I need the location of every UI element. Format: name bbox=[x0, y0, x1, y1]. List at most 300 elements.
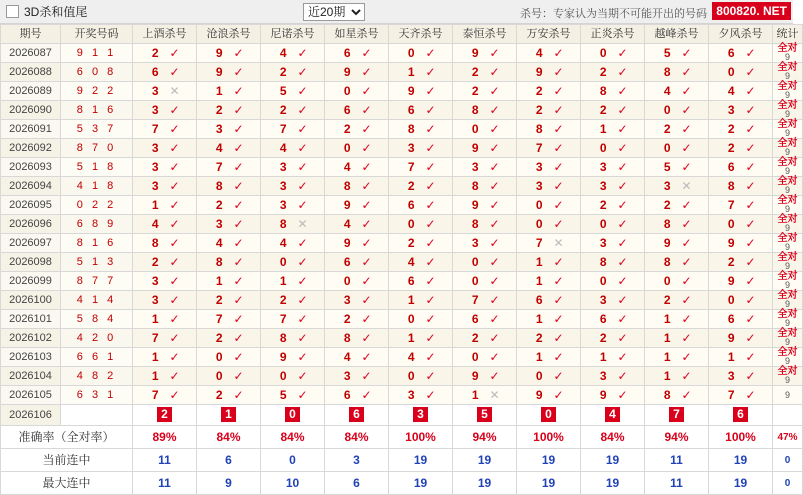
summary-value-5: 19 bbox=[453, 449, 517, 472]
stat-count: 9 bbox=[784, 185, 790, 195]
period-cell: 2026087 bbox=[1, 44, 61, 63]
kill-number-cell-7 bbox=[581, 291, 645, 310]
summary-value-6: 100% bbox=[517, 426, 581, 449]
kill-value: 1 bbox=[535, 312, 543, 326]
stat-count: 9 bbox=[784, 356, 790, 366]
check-icon: ✓ bbox=[489, 179, 500, 193]
period-cell: 2026090 bbox=[1, 101, 61, 120]
stat-all-correct: 全对 bbox=[777, 100, 798, 111]
kill-number-cell-7 bbox=[581, 44, 645, 63]
kill-value: 3 bbox=[279, 198, 287, 212]
kill-value: 7 bbox=[535, 141, 543, 155]
current-kill-value: 5 bbox=[477, 407, 492, 422]
select-all-checkbox[interactable] bbox=[6, 5, 19, 18]
summary-value-2: 10 bbox=[261, 472, 325, 495]
kill-value: 3 bbox=[727, 103, 735, 117]
column-header-10: 越峰杀号 bbox=[645, 25, 709, 44]
kill-value: 3 bbox=[279, 160, 287, 174]
check-icon: ✓ bbox=[681, 255, 692, 269]
period-cell: 2026104 bbox=[1, 367, 61, 386]
check-icon: ✓ bbox=[233, 198, 244, 212]
kill-number-cell-2 bbox=[261, 367, 325, 386]
kill-number-cell-0 bbox=[133, 82, 197, 101]
kill-number-cell-0 bbox=[133, 291, 197, 310]
kill-value: 1 bbox=[279, 274, 287, 288]
kill-value: 1 bbox=[215, 84, 223, 98]
kill-value: 6 bbox=[343, 388, 351, 402]
kill-value: 3 bbox=[151, 141, 159, 155]
column-header-11: 夕风杀号 bbox=[709, 25, 773, 44]
check-icon: ✓ bbox=[169, 46, 180, 60]
kill-value: 3 bbox=[215, 217, 223, 231]
stat-count: 9 bbox=[784, 375, 790, 385]
kill-number-cell-6 bbox=[517, 329, 581, 348]
check-icon: ✓ bbox=[297, 255, 308, 269]
kill-value: 0 bbox=[343, 141, 351, 155]
kill-value: 1 bbox=[663, 312, 671, 326]
table-row bbox=[1, 234, 803, 253]
kill-value: 2 bbox=[535, 84, 543, 98]
kill-number-cell-0 bbox=[133, 196, 197, 215]
kill-value: 8 bbox=[215, 179, 223, 193]
check-icon: ✓ bbox=[553, 122, 564, 136]
column-header-7: 泰恒杀号 bbox=[453, 25, 517, 44]
kill-value: 8 bbox=[279, 331, 287, 345]
kill-number-cell-9 bbox=[709, 253, 773, 272]
column-header-4: 尼诺杀号 bbox=[261, 25, 325, 44]
stat-all-correct: 全对 bbox=[777, 119, 798, 130]
kill-value: 2 bbox=[599, 198, 607, 212]
kill-number-cell-7 bbox=[581, 215, 645, 234]
summary-value-9: 100% bbox=[709, 426, 773, 449]
table-row bbox=[1, 253, 803, 272]
check-icon: ✓ bbox=[169, 217, 180, 231]
check-icon: ✓ bbox=[233, 103, 244, 117]
summary-value-2: 0 bbox=[261, 449, 325, 472]
check-icon: ✓ bbox=[681, 46, 692, 60]
kill-value: 2 bbox=[215, 331, 223, 345]
summary-value-0: 89% bbox=[133, 426, 197, 449]
kill-value: 2 bbox=[407, 179, 415, 193]
kill-value: 8 bbox=[151, 236, 159, 250]
kill-number-cell-9 bbox=[709, 234, 773, 253]
kill-number-cell-2 bbox=[261, 234, 325, 253]
table-row bbox=[1, 367, 803, 386]
kill-number-cell-2 bbox=[261, 196, 325, 215]
kill-number-cell-0 bbox=[133, 310, 197, 329]
kill-number-cell-5 bbox=[453, 348, 517, 367]
kill-value: 6 bbox=[343, 46, 351, 60]
check-icon: ✓ bbox=[553, 103, 564, 117]
kill-value: 8 bbox=[663, 65, 671, 79]
kill-value: 5 bbox=[279, 388, 287, 402]
kill-value: 6 bbox=[599, 312, 607, 326]
period-cell: 2026100 bbox=[1, 291, 61, 310]
kill-value: 3 bbox=[151, 274, 159, 288]
kill-value: 1 bbox=[471, 388, 479, 402]
kill-value: 7 bbox=[407, 160, 415, 174]
kill-value: 4 bbox=[343, 217, 351, 231]
kill-number-cell-1 bbox=[197, 196, 261, 215]
check-icon: ✓ bbox=[297, 350, 308, 364]
period-range-select[interactable] bbox=[303, 3, 365, 21]
kill-value: 9 bbox=[471, 141, 479, 155]
kill-value: 1 bbox=[407, 65, 415, 79]
kill-value: 6 bbox=[343, 103, 351, 117]
kill-number-cell-5 bbox=[453, 158, 517, 177]
check-icon: ✓ bbox=[745, 179, 756, 193]
kill-number-cell-6 bbox=[517, 253, 581, 272]
kill-value: 6 bbox=[535, 293, 543, 307]
kill-value: 6 bbox=[151, 65, 159, 79]
table-row bbox=[1, 139, 803, 158]
check-icon: ✓ bbox=[489, 350, 500, 364]
kill-value: 9 bbox=[471, 46, 479, 60]
kill-number-cell-7 bbox=[581, 177, 645, 196]
kill-value: 1 bbox=[151, 369, 159, 383]
kill-value: 3 bbox=[535, 179, 543, 193]
kill-number-cell-6 bbox=[517, 215, 581, 234]
kill-value: 8 bbox=[535, 122, 543, 136]
column-header-6: 天齐杀号 bbox=[389, 25, 453, 44]
current-kill-cell-0 bbox=[133, 405, 197, 426]
check-icon: ✓ bbox=[617, 141, 628, 155]
check-icon: ✓ bbox=[489, 255, 500, 269]
period-cell: 2026105 bbox=[1, 386, 61, 405]
summary-value-1: 9 bbox=[197, 472, 261, 495]
row-stat-cell bbox=[773, 215, 803, 234]
kill-number-cell-3 bbox=[325, 348, 389, 367]
kill-value: 9 bbox=[407, 84, 415, 98]
current-kill-cell-6 bbox=[517, 405, 581, 426]
kill-number-cell-0 bbox=[133, 44, 197, 63]
kill-number-cell-2 bbox=[261, 177, 325, 196]
draw-number-cell: 8 1 6 bbox=[61, 234, 133, 253]
kill-number-cell-3 bbox=[325, 253, 389, 272]
check-icon: ✓ bbox=[425, 274, 436, 288]
kill-number-cell-8 bbox=[645, 367, 709, 386]
check-icon: ✓ bbox=[681, 369, 692, 383]
kill-value: 3 bbox=[343, 369, 351, 383]
kill-number-cell-9 bbox=[709, 44, 773, 63]
kill-value: 3 bbox=[599, 160, 607, 174]
kill-number-cell-7 bbox=[581, 101, 645, 120]
check-icon: ✓ bbox=[361, 236, 372, 250]
kill-value: 9 bbox=[663, 236, 671, 250]
check-icon: ✓ bbox=[233, 236, 244, 250]
summary-total: 0 bbox=[773, 449, 803, 472]
kill-number-cell-1 bbox=[197, 272, 261, 291]
current-kill-value: 4 bbox=[605, 407, 620, 422]
check-icon: ✓ bbox=[297, 160, 308, 174]
check-icon: ✓ bbox=[361, 160, 372, 174]
summary-label: 准确率（全对率） bbox=[1, 426, 133, 449]
kill-number-cell-4 bbox=[389, 253, 453, 272]
summary-value-6: 19 bbox=[517, 449, 581, 472]
summary-value-2: 84% bbox=[261, 426, 325, 449]
check-icon: ✓ bbox=[169, 255, 180, 269]
check-icon: ✓ bbox=[489, 103, 500, 117]
check-icon: ✓ bbox=[361, 103, 372, 117]
kill-value: 2 bbox=[151, 255, 159, 269]
kill-value: 7 bbox=[215, 160, 223, 174]
kill-value: 9 bbox=[343, 65, 351, 79]
kill-number-cell-4 bbox=[389, 348, 453, 367]
check-icon: ✓ bbox=[361, 369, 372, 383]
kill-value: 3 bbox=[663, 179, 671, 193]
kill-number-cell-3 bbox=[325, 139, 389, 158]
kill-number-cell-9 bbox=[709, 139, 773, 158]
check-icon: ✓ bbox=[233, 179, 244, 193]
kill-value: 3 bbox=[599, 293, 607, 307]
kill-number-cell-2 bbox=[261, 63, 325, 82]
kill-number-cell-8 bbox=[645, 63, 709, 82]
kill-value: 9 bbox=[727, 236, 735, 250]
check-icon: ✓ bbox=[553, 255, 564, 269]
column-header-12: 统计 bbox=[773, 25, 803, 44]
draw-number-cell: 0 2 2 bbox=[61, 196, 133, 215]
summary-value-7: 19 bbox=[581, 449, 645, 472]
row-stat-cell bbox=[773, 101, 803, 120]
kill-value: 0 bbox=[215, 350, 223, 364]
kill-value: 2 bbox=[343, 312, 351, 326]
cross-icon: ✕ bbox=[489, 388, 500, 402]
table-row bbox=[1, 215, 803, 234]
kill-number-cell-2 bbox=[261, 310, 325, 329]
kill-number-cell-5 bbox=[453, 272, 517, 291]
stat-count: 9 bbox=[784, 261, 790, 271]
check-icon: ✓ bbox=[169, 274, 180, 288]
kill-value: 0 bbox=[599, 217, 607, 231]
kill-value: 4 bbox=[407, 255, 415, 269]
kill-value: 3 bbox=[471, 236, 479, 250]
check-icon: ✓ bbox=[745, 46, 756, 60]
notice-text: 杀号：专家认为当期不可能开出的号码 bbox=[520, 8, 707, 20]
kill-value: 1 bbox=[151, 198, 159, 212]
kill-value: 2 bbox=[599, 331, 607, 345]
kill-number-cell-2 bbox=[261, 101, 325, 120]
current-kill-value: 6 bbox=[349, 407, 364, 422]
kill-value: 0 bbox=[599, 141, 607, 155]
kill-number-cell-2 bbox=[261, 158, 325, 177]
check-icon: ✓ bbox=[553, 274, 564, 288]
check-icon: ✓ bbox=[425, 293, 436, 307]
kill-number-cell-8 bbox=[645, 177, 709, 196]
kill-number-cell-1 bbox=[197, 44, 261, 63]
kill-value: 1 bbox=[535, 274, 543, 288]
kill-value: 0 bbox=[727, 65, 735, 79]
kill-number-cell-7 bbox=[581, 386, 645, 405]
stat-count: 9 bbox=[784, 128, 790, 138]
kill-number-cell-5 bbox=[453, 329, 517, 348]
kill-number-cell-3 bbox=[325, 234, 389, 253]
kill-number-cell-5 bbox=[453, 63, 517, 82]
stat-count: 9 bbox=[784, 242, 790, 252]
kill-number-cell-2 bbox=[261, 386, 325, 405]
kill-number-cell-4 bbox=[389, 310, 453, 329]
check-icon: ✓ bbox=[297, 46, 308, 60]
check-icon: ✓ bbox=[681, 236, 692, 250]
kill-number-cell-6 bbox=[517, 234, 581, 253]
kill-number-cell-3 bbox=[325, 272, 389, 291]
table-row bbox=[1, 101, 803, 120]
kill-number-cell-1 bbox=[197, 386, 261, 405]
table-row bbox=[1, 386, 803, 405]
row-stat-cell bbox=[773, 386, 803, 405]
kill-number-cell-6 bbox=[517, 196, 581, 215]
check-icon: ✓ bbox=[361, 217, 372, 231]
kill-value: 1 bbox=[407, 293, 415, 307]
kill-value: 2 bbox=[535, 331, 543, 345]
kill-value: 0 bbox=[407, 369, 415, 383]
check-icon: ✓ bbox=[169, 122, 180, 136]
kill-number-cell-2 bbox=[261, 291, 325, 310]
kill-number-cell-4 bbox=[389, 215, 453, 234]
check-icon: ✓ bbox=[361, 141, 372, 155]
summary-value-1: 6 bbox=[197, 449, 261, 472]
check-icon: ✓ bbox=[169, 65, 180, 79]
table-row bbox=[1, 158, 803, 177]
kill-value: 7 bbox=[215, 312, 223, 326]
kill-value: 0 bbox=[535, 198, 543, 212]
kill-number-cell-1 bbox=[197, 348, 261, 367]
stat-count: 9 bbox=[784, 337, 790, 347]
kill-number-cell-8 bbox=[645, 82, 709, 101]
kill-number-cell-4 bbox=[389, 101, 453, 120]
kill-number-cell-9 bbox=[709, 177, 773, 196]
table-row bbox=[1, 63, 803, 82]
kill-number-table bbox=[0, 24, 803, 495]
row-stat-cell bbox=[773, 367, 803, 386]
column-header-9: 正炎杀号 bbox=[581, 25, 645, 44]
check-icon: ✓ bbox=[169, 160, 180, 174]
kill-value: 7 bbox=[279, 122, 287, 136]
check-icon: ✓ bbox=[745, 122, 756, 136]
current-kill-cell-5 bbox=[453, 405, 517, 426]
kill-value: 2 bbox=[599, 65, 607, 79]
kill-number-cell-6 bbox=[517, 44, 581, 63]
current-kill-value: 0 bbox=[285, 407, 300, 422]
summary-value-1: 84% bbox=[197, 426, 261, 449]
kill-number-cell-1 bbox=[197, 82, 261, 101]
kill-value: 8 bbox=[471, 217, 479, 231]
check-icon: ✓ bbox=[489, 274, 500, 288]
kill-number-cell-8 bbox=[645, 139, 709, 158]
kill-value: 8 bbox=[343, 331, 351, 345]
kill-number-cell-4 bbox=[389, 329, 453, 348]
check-icon: ✓ bbox=[617, 312, 628, 326]
stat-all-correct: 全对 bbox=[777, 271, 798, 282]
kill-value: 7 bbox=[727, 388, 735, 402]
kill-value: 6 bbox=[727, 46, 735, 60]
table-row bbox=[1, 196, 803, 215]
kill-value: 8 bbox=[599, 255, 607, 269]
kill-number-cell-2 bbox=[261, 120, 325, 139]
check-icon: ✓ bbox=[425, 236, 436, 250]
summary-total: 47% bbox=[773, 426, 803, 449]
check-icon: ✓ bbox=[489, 236, 500, 250]
stat-count: 9 bbox=[784, 280, 790, 290]
kill-value: 2 bbox=[727, 122, 735, 136]
check-icon: ✓ bbox=[745, 141, 756, 155]
column-header-5: 如星杀号 bbox=[325, 25, 389, 44]
check-icon: ✓ bbox=[233, 255, 244, 269]
kill-number-cell-8 bbox=[645, 234, 709, 253]
kill-number-cell-0 bbox=[133, 139, 197, 158]
kill-value: 7 bbox=[151, 331, 159, 345]
kill-value: 3 bbox=[599, 236, 607, 250]
check-icon: ✓ bbox=[745, 103, 756, 117]
summary-total: 0 bbox=[773, 472, 803, 495]
kill-value: 4 bbox=[663, 84, 671, 98]
kill-number-cell-9 bbox=[709, 348, 773, 367]
cross-icon: ✕ bbox=[297, 217, 308, 231]
check-icon: ✓ bbox=[617, 255, 628, 269]
kill-value: 9 bbox=[471, 198, 479, 212]
check-icon: ✓ bbox=[169, 141, 180, 155]
check-icon: ✓ bbox=[617, 293, 628, 307]
kill-number-cell-0 bbox=[133, 177, 197, 196]
kill-value: 3 bbox=[599, 179, 607, 193]
kill-value: 1 bbox=[151, 350, 159, 364]
kill-value: 8 bbox=[279, 217, 287, 231]
kill-number-cell-9 bbox=[709, 367, 773, 386]
summary-value-3: 84% bbox=[325, 426, 389, 449]
kill-number-cell-5 bbox=[453, 310, 517, 329]
check-icon: ✓ bbox=[169, 369, 180, 383]
kill-number-cell-6 bbox=[517, 310, 581, 329]
kill-value: 6 bbox=[727, 160, 735, 174]
kill-value: 0 bbox=[727, 293, 735, 307]
check-icon: ✓ bbox=[617, 65, 628, 79]
row-stat-cell bbox=[773, 63, 803, 82]
kill-number-cell-8 bbox=[645, 120, 709, 139]
kill-number-cell-1 bbox=[197, 158, 261, 177]
check-icon: ✓ bbox=[361, 274, 372, 288]
stat-all-correct: 全对 bbox=[777, 233, 798, 244]
current-kill-cell-2 bbox=[261, 405, 325, 426]
kill-value: 3 bbox=[599, 369, 607, 383]
kill-number-cell-6 bbox=[517, 348, 581, 367]
check-icon: ✓ bbox=[361, 293, 372, 307]
draw-number-cell: 8 1 6 bbox=[61, 101, 133, 120]
check-icon: ✓ bbox=[553, 198, 564, 212]
cross-icon: ✕ bbox=[553, 236, 564, 250]
row-stat-cell bbox=[773, 272, 803, 291]
kill-number-cell-9 bbox=[709, 196, 773, 215]
kill-value: 1 bbox=[151, 312, 159, 326]
kill-number-cell-3 bbox=[325, 367, 389, 386]
check-icon: ✓ bbox=[617, 84, 628, 98]
check-icon: ✓ bbox=[361, 198, 372, 212]
draw-number-cell: 4 2 0 bbox=[61, 329, 133, 348]
kill-number-cell-4 bbox=[389, 196, 453, 215]
kill-value: 2 bbox=[343, 122, 351, 136]
kill-number-cell-9 bbox=[709, 310, 773, 329]
check-icon: ✓ bbox=[681, 122, 692, 136]
summary-label: 最大连中 bbox=[1, 472, 133, 495]
check-icon: ✓ bbox=[361, 84, 372, 98]
check-icon: ✓ bbox=[617, 160, 628, 174]
kill-number-cell-8 bbox=[645, 386, 709, 405]
kill-number-cell-5 bbox=[453, 44, 517, 63]
stat-all-correct: 全对 bbox=[777, 347, 798, 358]
kill-value: 0 bbox=[407, 46, 415, 60]
check-icon: ✓ bbox=[169, 312, 180, 326]
check-icon: ✓ bbox=[553, 331, 564, 345]
kill-number-cell-8 bbox=[645, 101, 709, 120]
stat-all-correct: 全对 bbox=[777, 309, 798, 320]
